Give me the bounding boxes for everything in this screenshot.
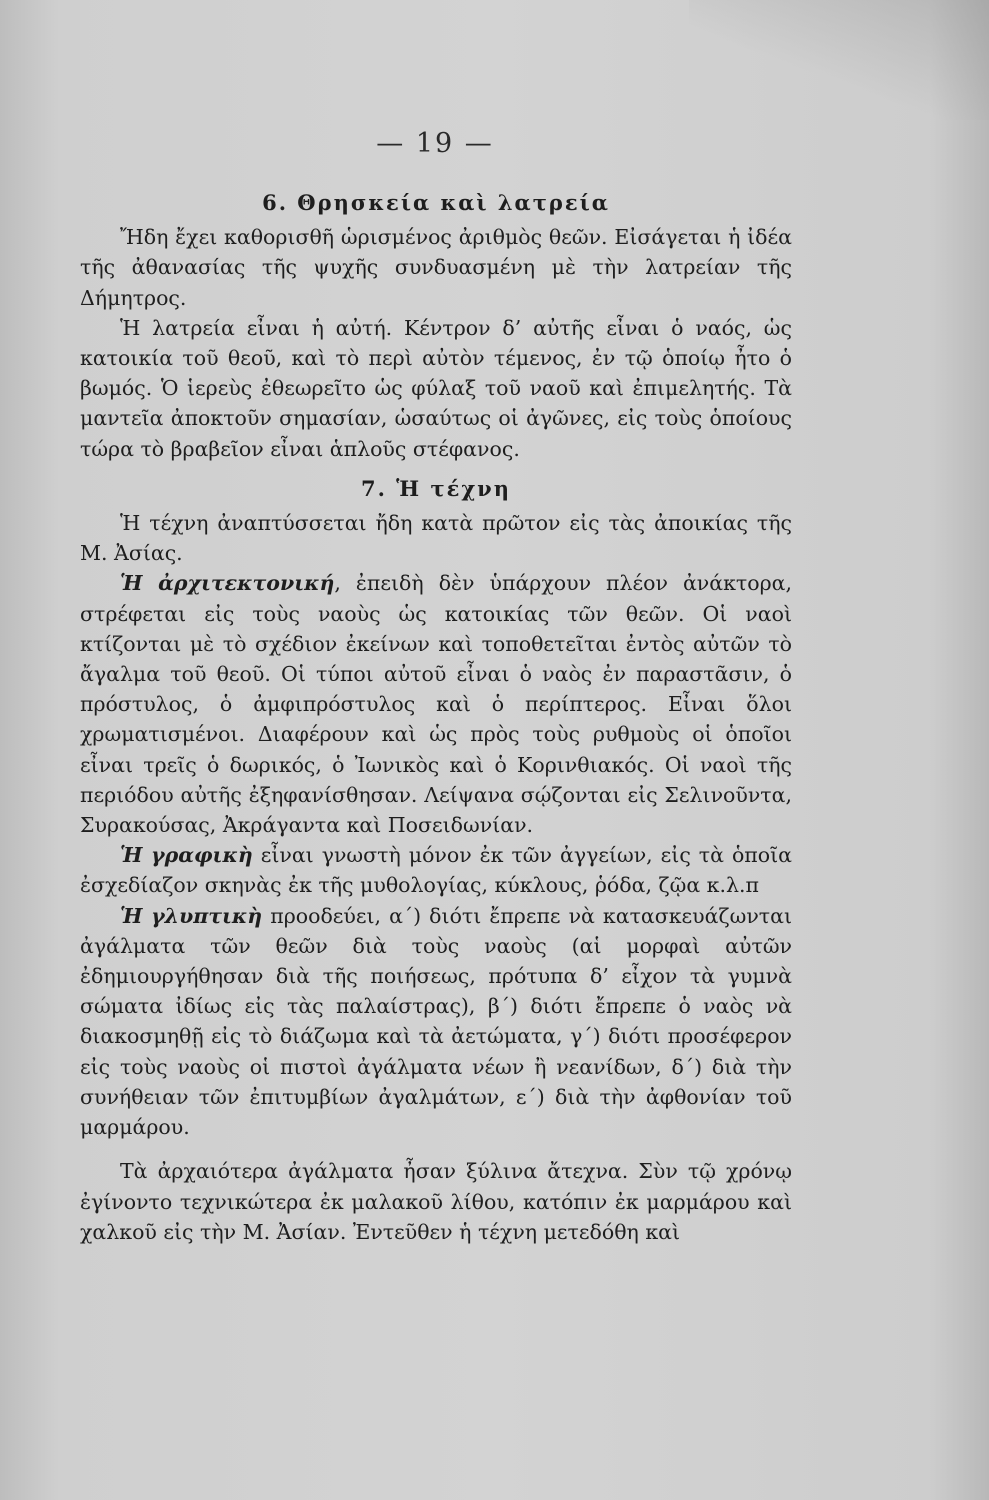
page-body (80, 188, 792, 1247)
section-heading: 6. Θρησκεία καὶ λατρεία (262, 190, 610, 215)
paragraph: Ἡ λατρεία εἶναι ἡ αὐτή. Κέντρον δ’ αὐτῆς εἶναι ὁ ναός, ὡς κατοικία τοῦ θεοῦ, καὶ τὸ περὶ αὐτὸν τέμενος, ἐν τῷ ὁποίῳ ἦτο ὁ βωμός. Ὁ ἱερεὺς ἐθεωρεῖτο ὡς φύλαξ τοῦ ναοῦ καὶ ἐπιμελητής. Τὰ μαντεῖα ἀποκτοῦν σημασίαν, ὡσαύτως οἱ ἀγῶνες, εἰς τοὺς ὁποίους τώρα τὸ βραβεῖον εἶναι ἁπλοῦς στέφανος. (80, 315, 792, 461)
paragraph-text: προοδεύει, α΄) διότι ἔπρεπε νὰ κατασκευάζωνται ἀγάλματα τῶν θεῶν διὰ τοὺς ναοὺς (αἱ μορφαὶ αὐτῶν ἐδημιουργήθησαν διὰ τῆς ποιήσεως, πρότυπα δ’ εἶχον τὰ γυμνὰ σώματα ἰδίως εἰς τὰς παλαίστρας), β΄) διότι ἔπρεπε ὁ ναὸς νὰ διακοσμηθῇ εἰς τὸ διάζωμα καὶ τὰ ἀετώματα, γ΄) διότι προσέφερον εἰς τοὺς ναοὺς οἱ πιστοὶ ἀγάλματα νέων ἢ νεανίδων, δ΄) διὰ τὴν συνήθειαν τῶν ἐπιτυμβίων ἀγαλμάτων, ε΄) διὰ τὴν ἀφθονίαν τοῦ μαρμάρου. (80, 903, 792, 1140)
term-painting: Ἡ γραφικὴ (120, 843, 253, 868)
paragraph: Ἤδη ἔχει καθορισθῆ ὡρισμένος ἀριθμὸς θεῶν. Εἰσάγεται ἡ ἰδέα τῆς ἀθανασίας τῆς ψυχῆς συνδυασμένη μὲ τὴν λατρείαν τῆς Δήμητρος. (80, 225, 792, 310)
paragraph (80, 840, 792, 900)
term-sculpture: Ἡ γλυπτικὴ (120, 903, 263, 928)
paragraph: Ἡ τέχνη ἀναπτύσσεται ἤδη κατὰ πρῶτον εἰς τὰς ἀποικίας τῆς Μ. Ἀσίας. (80, 511, 792, 566)
paragraph: Τὰ ἀρχαιότερα ἀγάλματα ἦσαν ξύλινα ἄτεχνα. Σὺν τῷ χρόνῳ ἐγίνοντο τεχνικώτερα ἐκ μαλακοῦ λίθου, κατόπιν ἐκ μαρμάρου καὶ χαλκοῦ εἰς τὴν Μ. Ἀσίαν. Ἐντεῦθεν ἡ τέχνη μετεδόθη καὶ (80, 1159, 792, 1244)
section-heading: 7. Ἡ τέχνη (360, 475, 512, 501)
page-number: — 19 — (376, 128, 494, 159)
paragraph-text: , ἐπειδὴ δὲν ὑπάρχουν πλέον ἀνάκτορα, στρέφεται εἰς τοὺς ναοὺς ὡς κατοικίας τῶν θεῶν. Οἱ ναοὶ κτίζονται μὲ τὸ σχέδιον ἐκείνων καὶ τοποθετεῖται ἐντὸς αὐτῶν τὸ ἄγαλμα τοῦ θεοῦ. Οἱ τύποι αὐτοῦ εἶναι ὁ ναὸς ἐν παραστᾶσιν, ὁ πρόστυλος, ὁ ἀμφιπρόστυλος καὶ ὁ περίπτερος. Εἶναι ὅλοι χρωματισμένοι. Διαφέρουν καὶ ὡς πρὸς τοὺς ρυθμοὺς οἱ ὁποῖοι εἶναι τρεῖς ὁ δωρικός, ὁ Ἰωνικὸς καὶ ὁ Κορινθιακός. Οἱ ναοὶ τῆς περιόδου αὐτῆς ἐξηφανίσθησαν. Λείψανα σῴζονται εἰς Σελινοῦντα, Συρακούσας, Ἀκράγαντα καὶ Ποσειδωνίαν. (80, 571, 793, 838)
paragraph (80, 568, 792, 840)
spacer (80, 1142, 792, 1156)
paragraph (80, 901, 792, 1143)
paragraph-text: εἶναι γνωστὴ μόνον ἐκ τῶν ἀγγείων, εἰς τὰ ὁποῖα ἐσχεδίαζον σκηνὰς ἐκ τῆς μυθολογίας, κύκλους, ῥόδα, ζῷα κ.λ.π (80, 843, 793, 898)
term-architecture: Ἡ ἀρχιτεκτονική (120, 571, 335, 596)
page-shadow (689, 0, 989, 120)
